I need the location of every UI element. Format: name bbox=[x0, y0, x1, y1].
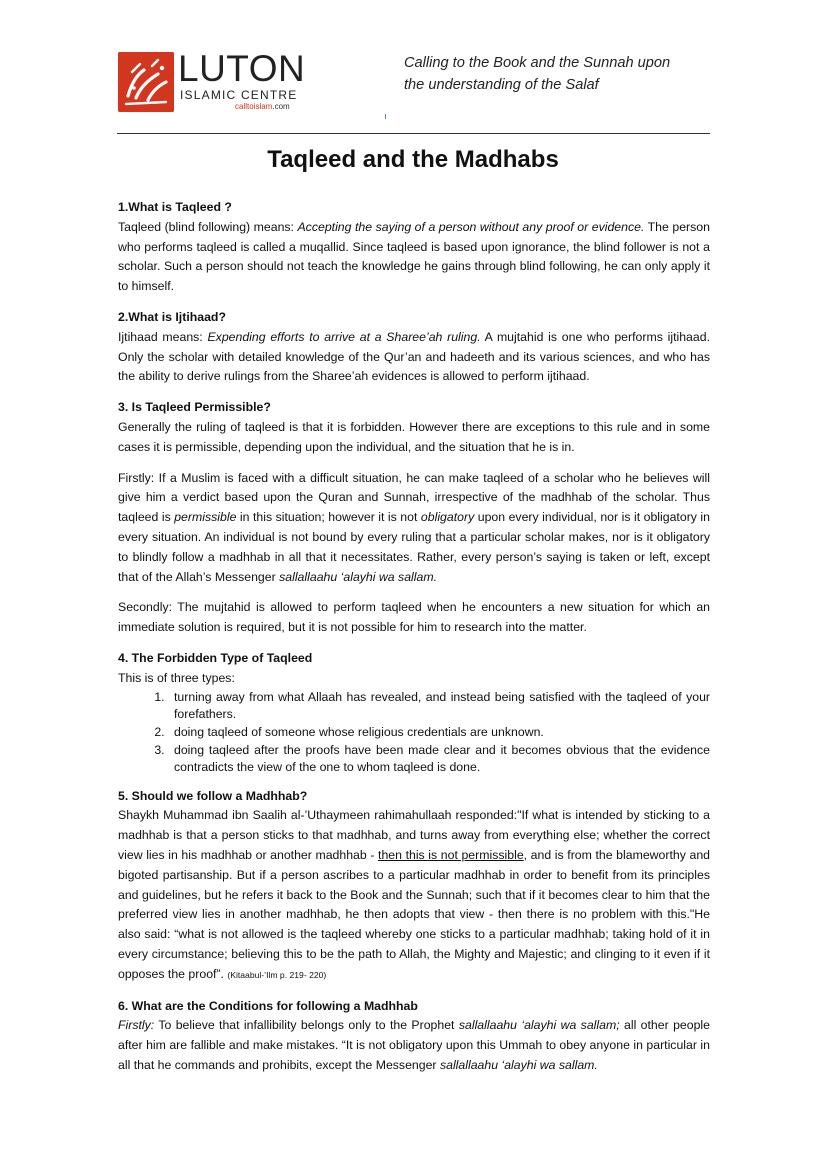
section-heading: 2.What is Ijtihaad? bbox=[118, 309, 226, 324]
section-heading: 3. Is Taqleed Permissible? bbox=[118, 400, 271, 415]
section-forbidden-taqleed bbox=[118, 649, 710, 776]
text-span: Firstly: If a Muslim is faced with a difficult situation, he can make taqleed of a scholar who he believes will give him a verdict based upon the Quran and Sunnah, irrespective of the madhhab of the scholar. Thus taqleed is bbox=[118, 470, 710, 525]
page-title: Taqleed and the Madhabs bbox=[267, 146, 559, 173]
tagline-line-2: the understanding of the Salaf bbox=[404, 77, 599, 93]
paragraph: Generally the ruling of taqleed is that it is forbidden. However there are exceptions to this rule and in some cases it is permissible, depending upon the individual, and the situation that he is in. bbox=[118, 419, 710, 454]
logo-url bbox=[235, 102, 290, 111]
salawat-text: sallallaahu ‘alayhi wa sallam. bbox=[439, 1057, 598, 1072]
document-body bbox=[118, 198, 710, 1087]
definition-text: Accepting the saying of a person without any proof or evidence. bbox=[297, 219, 645, 234]
logo-name: LUTON bbox=[178, 48, 306, 89]
citation: (Kitaabul-’Ilm p. 219- 220) bbox=[227, 969, 327, 980]
logo-emblem bbox=[118, 52, 174, 112]
section-heading: 6. What are the Conditions for following a Madhhab bbox=[118, 998, 418, 1013]
section-heading: 1.What is Taqleed ? bbox=[118, 200, 232, 214]
list-item: 2. doing taqleed of someone whose religious credentials are unknown. bbox=[168, 724, 710, 741]
text-span: To believe that infallibility belongs only to the Prophet bbox=[154, 1018, 459, 1033]
text-span: The person who performs taqleed is called a muqallid. Since taqleed is based upon ignorance, the blind follower is not a scholar. Such a person should not teach the knowledge he gains through blind following, he can only apply it to himself. bbox=[118, 219, 710, 294]
paragraph: This is of three types: bbox=[118, 670, 235, 685]
definition-text: Expending efforts to arrive at a Sharee’ah ruling. bbox=[207, 329, 481, 344]
header-divider bbox=[117, 133, 710, 134]
salawat-text: sallallaahu ‘alayhi wa sallam; bbox=[458, 1018, 620, 1033]
salawat-text: sallallaahu ‘alayhi wa sallam. bbox=[279, 569, 437, 584]
text-span: in this situation; however it is not bbox=[236, 510, 421, 525]
section-what-is-taqleed bbox=[118, 198, 710, 297]
text-span: Ijtihaad means: bbox=[118, 329, 208, 344]
text-span: , and is from the blameworthy and bigoted partisanship. But if a person ascribes to a particular madhhab in order to benefit from its principles and guidelines, but he refers it back to the Book and the Sunnah; such that if it becomes clear to him that the preferred view lies in another madhhab, he then adopts that view - then there is no problem with this."He also said: “what is not allowed is the taqleed whereby one sticks to a particular madhhab; taking hold of it in every circumstance; believing this to be the path to Allah, the Mighty and Majestic; and clinging to it even if it opposes the proof”. bbox=[118, 847, 710, 981]
list-item: 1. turning away from what Allaah has revealed, and instead being satisfied with the taqleed of your forefathers. bbox=[168, 689, 710, 723]
paragraph: Secondly: The mujtahid is allowed to perform taqleed when he encounters a new situation for which an immediate solution is required, but it is not possible for him to research into the matter. bbox=[118, 600, 710, 635]
spacer bbox=[118, 587, 710, 598]
section-what-is-ijtihaad bbox=[118, 308, 710, 387]
logo-subtitle: ISLAMIC CENTRE bbox=[180, 88, 298, 102]
logo-url-suffix: .com bbox=[272, 102, 290, 111]
list-item: 3. doing taqleed after the proofs have been made clear and it becomes obvious that the evidence contradicts the view of the one to whom taqleed is done. bbox=[168, 742, 710, 776]
luton-islamic-centre-logo bbox=[118, 48, 308, 114]
emphasis-text: obligatory bbox=[420, 510, 475, 525]
text-span: Taqleed (blind following) means: bbox=[118, 219, 298, 234]
underlined-text: then this is not permissible bbox=[378, 847, 524, 862]
text-span: upon every individual, nor is it obligatory in every situation. An individual is not bound by every ruling that a particular scholar makes, nor is it obligatory to blindly follow a madhhab in all that it necessitates. Rather, every person’s saying is taken or left, except that of the Allah’s Messenger bbox=[118, 510, 711, 584]
paragraph bbox=[118, 469, 710, 588]
text-span: all other people after him are fallible and make mistakes. “It is not obligatory upon this Ummah to obey anyone in particular in all that he commands and prohibits, except the Messenger bbox=[118, 1018, 711, 1072]
logo-url-prefix: calltoislam bbox=[235, 102, 273, 111]
text-span: A mujtahid is one who performs ijtihaad. Only the scholar with detailed knowledge of the Qur’an and hadeeth and its various sciences, and who has the ability to derive rulings from the Sharee’ah evidences is allowed to perform ijtihaad. bbox=[118, 329, 710, 384]
emphasis-text: Firstly: bbox=[118, 1018, 155, 1033]
section-heading: 4. The Forbidden Type of Taqleed bbox=[118, 650, 313, 665]
paragraph bbox=[118, 328, 710, 387]
tagline bbox=[404, 52, 734, 96]
cursor-mark bbox=[385, 114, 386, 119]
section-is-taqleed-permissible bbox=[118, 398, 710, 638]
emphasis-text: permissible bbox=[174, 510, 237, 525]
text-span: Shaykh Muhammad ibn Saalih al-’Uthaymeen rahimahullaah responded:"If what is intended by sticking to a madhhab is that a person sticks to that madhhab, and turns away from everything else; whether the correct view lies in his madhhab or another madhhab - bbox=[118, 808, 710, 862]
paragraph bbox=[118, 218, 710, 297]
section-heading: 5. Should we follow a Madhhab? bbox=[118, 788, 308, 803]
tagline-line-1: Calling to the Book and the Sunnah upon bbox=[404, 55, 671, 71]
paragraph bbox=[118, 1016, 710, 1075]
section-follow-madhhab bbox=[118, 787, 710, 986]
paragraph bbox=[118, 806, 710, 985]
section-conditions-madhhab bbox=[118, 997, 710, 1076]
forbidden-types-list bbox=[118, 689, 710, 776]
spacer bbox=[118, 458, 710, 469]
